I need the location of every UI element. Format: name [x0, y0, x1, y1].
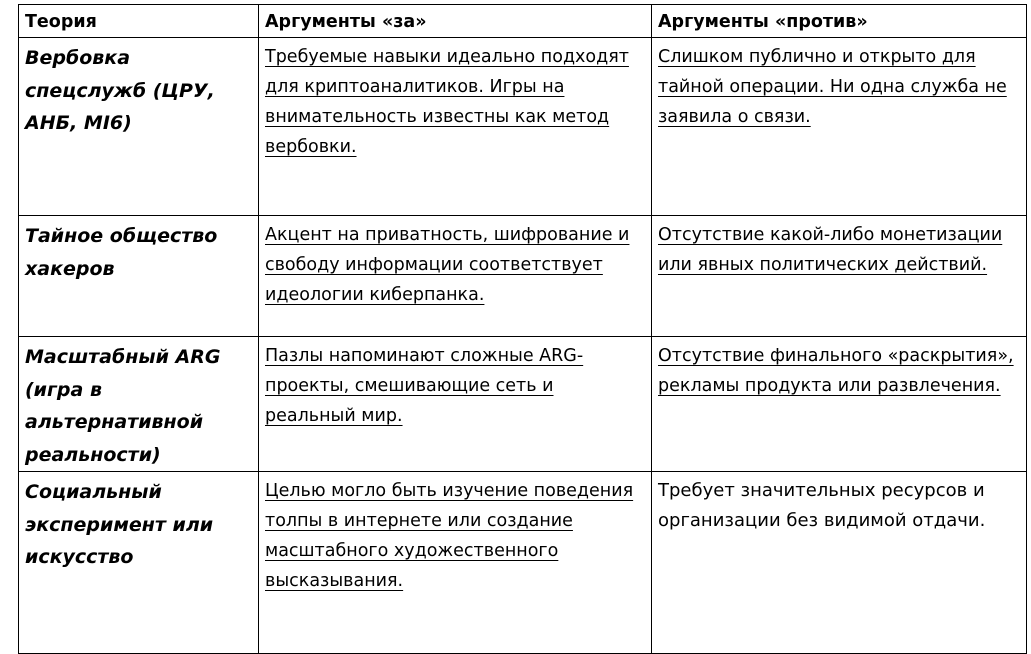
pro-text: Пазлы напоминают сложные ARG-проекты, смешивающие сеть и реальный мир. [265, 346, 584, 426]
con-cell [652, 472, 1027, 654]
theory-cell: Тайное общество хакеров [19, 216, 259, 337]
header-theory: Теория [19, 5, 259, 38]
con-text: Отсутствие какой-либо монетизации или явных политических действий. [658, 225, 1003, 275]
pro-cell [259, 472, 652, 654]
pro-text: Целью могло быть изучение поведения толпы в интернете или создание масштабного художественного высказывания. [265, 481, 634, 591]
con-cell [652, 38, 1027, 216]
table-row [19, 216, 1027, 337]
pro-text: Акцент на приватность, шифрование и свободу информации соответствует идеологии киберпанка. [265, 225, 630, 305]
con-text: Слишком публично и открыто для тайной операции. Ни одна служба не заявила о связи. [658, 47, 1007, 127]
header-row [19, 5, 1027, 38]
header-pro: Аргументы «за» [259, 5, 652, 38]
con-cell [652, 216, 1027, 337]
theories-table [18, 4, 1027, 654]
header-con: Аргументы «против» [652, 5, 1027, 38]
pro-text: Требуемые навыки идеально подходят для криптоаналитиков. Игры на внимательность известны как метод вербовки. [265, 47, 629, 157]
pro-cell [259, 216, 652, 337]
theory-cell: Масштабный ARG (игра в альтернативной реальности) [19, 337, 259, 472]
con-cell [652, 337, 1027, 472]
table-row [19, 337, 1027, 472]
table-row [19, 38, 1027, 216]
con-text: Требует значительных ресурсов и организации без видимой отдачи. [658, 480, 986, 531]
con-text: Отсутствие финального «раскрытия», рекламы продукта или развлечения. [658, 346, 1014, 396]
table-row [19, 472, 1027, 654]
theory-cell: Вербовка спецслужб (ЦРУ, АНБ, MI6) [19, 38, 259, 216]
theory-cell: Социальный эксперимент или искусство [19, 472, 259, 654]
pro-cell [259, 337, 652, 472]
pro-cell [259, 38, 652, 216]
